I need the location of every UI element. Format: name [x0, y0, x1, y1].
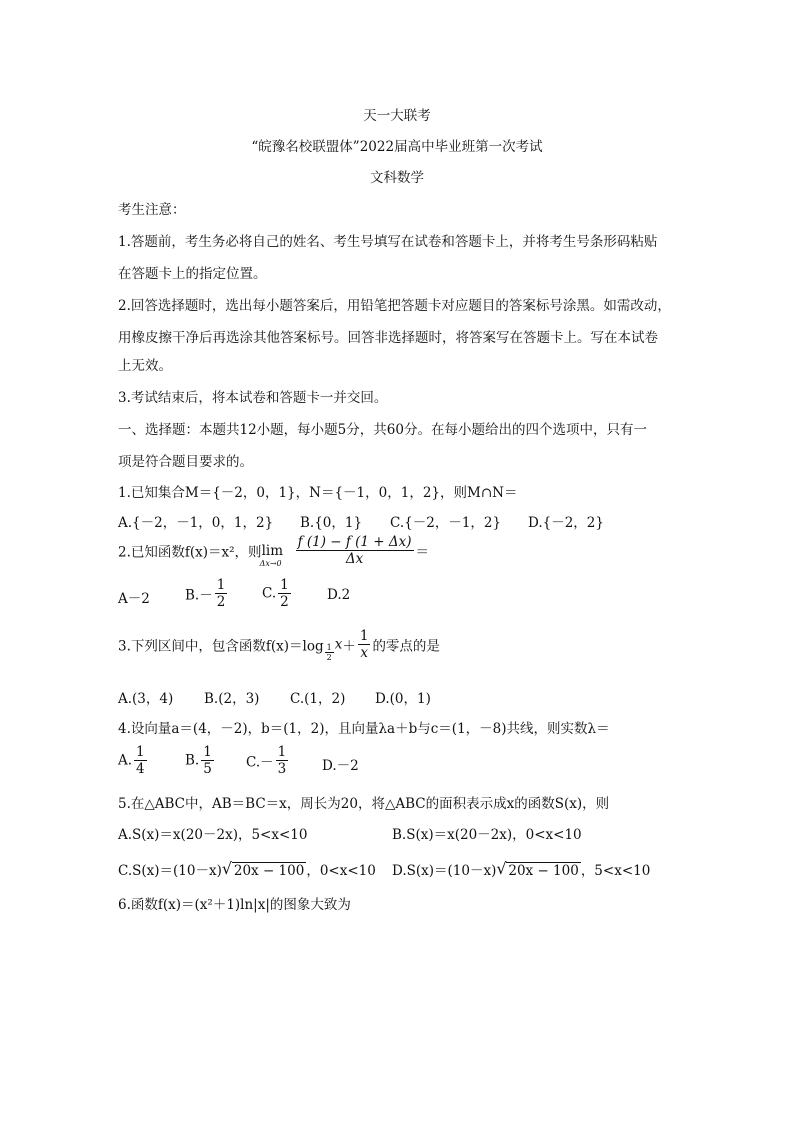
q4-c-num: 1 [277, 744, 287, 760]
q4-b-num: 1 [203, 744, 212, 760]
q2-c-den: 2 [280, 594, 289, 610]
q2-stem-text: 2.已知函数f(x)＝x²，则 [118, 544, 262, 561]
notice-item-1: 1.答题前，考生务必将自己的姓名、考生号填写在试卷和答题卡上，并将考生号条形码粘贴 [118, 234, 658, 250]
q3-stem-end: 的零点的是 [372, 638, 440, 655]
limit-word: lim [261, 542, 283, 559]
exam-subject: 文科数学 [370, 170, 424, 186]
q3-plus: ＋ [342, 638, 356, 655]
question-6-stem: 6.函数f(x)＝(x²＋1)ln|x|的图象大致为 [118, 897, 351, 913]
q4-a-den: 4 [136, 761, 145, 777]
log-base-fraction [325, 643, 334, 662]
q3-option-a: A.(3，4) [118, 691, 174, 707]
q4-b-den: 5 [203, 761, 212, 777]
q2-option-d: D.2 [327, 587, 351, 603]
question-2-stem [118, 534, 429, 567]
q1-option-b: B.{0，1} [300, 515, 363, 531]
q4-a-fraction [134, 744, 147, 777]
q5-c-radicand: 20x − 100 [233, 863, 305, 879]
q2-denominator: Δx [345, 551, 364, 567]
q5-option-c-label: C.S(x)＝(10－x) [118, 863, 222, 879]
question-4-stem: 4.设向量a＝(4，－2)，b＝(1，2)，且向量λa＋b与c＝(1，－8)共线，则实数λ＝ [118, 721, 610, 737]
q3-option-b: B.(2，3) [204, 691, 260, 707]
exam-title: “皖豫名校联盟体”2022届高中毕业班第一次考试 [251, 139, 543, 155]
q2-numerator: f (1) − f (1 + Δx) [297, 534, 412, 550]
q2-option-b-label: B.－ [185, 587, 213, 604]
q5-option-c-range: ，0<x<10 [306, 863, 376, 879]
q5-option-d-range: ，5<x<10 [580, 863, 651, 879]
q4-a-num: 1 [136, 744, 145, 760]
q2-b-den: 2 [216, 594, 226, 610]
q4-option-c-label: C.－ [246, 754, 274, 771]
q5-c-sqrt [221, 859, 306, 879]
q3-frac-den: x [360, 645, 368, 661]
q4-option-b-label: B. [185, 752, 200, 769]
notice-item-2: 2.回答选择题时，选出每小题答案后，用铅笔把答题卡对应题目的答案标号涂黑。如需改动， [118, 298, 671, 314]
log-base-num: 1 [326, 643, 332, 652]
sqrt-icon: √ [221, 859, 233, 878]
q5-option-c [118, 859, 376, 879]
q3-option-c: C.(1，2) [290, 691, 346, 707]
q2-equals: ＝ [415, 544, 430, 561]
q2-fraction [296, 534, 414, 567]
question-5-stem: 5.在△ABC中，AB＝BC＝x，周长为20，将△ABC的面积表示成x的函数S(x)，则 [118, 796, 610, 812]
q5-d-radicand: 20x − 100 [508, 863, 579, 879]
q3-fraction [358, 628, 371, 661]
notice-item-2-cont: 用橡皮擦干净后再选涂其他答案标号。回答非选择题时，将答案写在答题卡上。写在本试卷 [118, 330, 658, 346]
q4-b-fraction [201, 744, 214, 777]
q4-option-d: D.－2 [322, 758, 359, 774]
log-base-den: 2 [326, 653, 332, 662]
q1-option-a: A.{－2，－1，0，1，2} [118, 515, 274, 531]
exam-org: 天一大联考 [363, 108, 431, 124]
q4-c-den: 3 [277, 761, 287, 777]
q2-c-num: 1 [280, 577, 289, 593]
q3-frac-num: 1 [359, 628, 369, 644]
limit-subscript: Δx→0 [259, 558, 282, 568]
q5-d-sqrt [496, 859, 580, 879]
q5-option-a: A.S(x)＝x(20－2x)，5<x<10 [118, 827, 308, 843]
q2-option-c-label: C. [262, 585, 277, 602]
q4-option-a-label: A. [118, 752, 133, 769]
q4-option-a [118, 744, 149, 777]
q2-option-c [262, 577, 293, 610]
q2-option-a: A－2 [118, 591, 150, 607]
limit-symbol [259, 542, 294, 568]
q5-option-d-label: D.S(x)＝(10－x) [392, 863, 497, 879]
q3-stem-text: 3.下列区间中，包含函数f(x)＝log [118, 638, 324, 655]
q1-option-c: C.{－2，－1，2} [390, 515, 502, 531]
notice-item-1-cont: 在答题卡上的指定位置。 [118, 266, 267, 282]
question-3-stem [118, 628, 440, 662]
section-heading-cont: 项是符合题目要求的。 [118, 454, 253, 470]
notice-title: 考生注意： [118, 202, 186, 218]
q3-option-d: D.(0，1) [375, 691, 431, 707]
q2-option-b [185, 577, 229, 610]
notice-item-2-end: 上无效。 [118, 358, 172, 374]
q4-c-fraction [276, 744, 289, 777]
q2-b-num: 1 [216, 577, 226, 593]
question-1-stem: 1.已知集合M＝{－2，0，1}，N＝{－1，0，1，2}，则M∩N＝ [118, 485, 518, 501]
notice-item-3: 3.考试结束后，将本试卷和答题卡一并交回。 [118, 390, 388, 406]
q5-option-d [392, 859, 650, 879]
section-heading: 一、选择题：本题共12小题，每小题5分，共60分。在每小题给出的四个选项中，只有一 [118, 422, 647, 438]
q4-option-b [185, 744, 216, 777]
q5-option-b: B.S(x)＝x(20－2x)，0<x<10 [392, 827, 582, 843]
q2-option-c-fraction [278, 577, 291, 610]
q2-option-b-fraction [215, 577, 228, 610]
q4-option-c [246, 744, 290, 777]
q1-option-d: D.{－2，2} [528, 515, 604, 531]
sqrt-icon: √ [496, 859, 507, 878]
q3-x: x [334, 636, 343, 653]
